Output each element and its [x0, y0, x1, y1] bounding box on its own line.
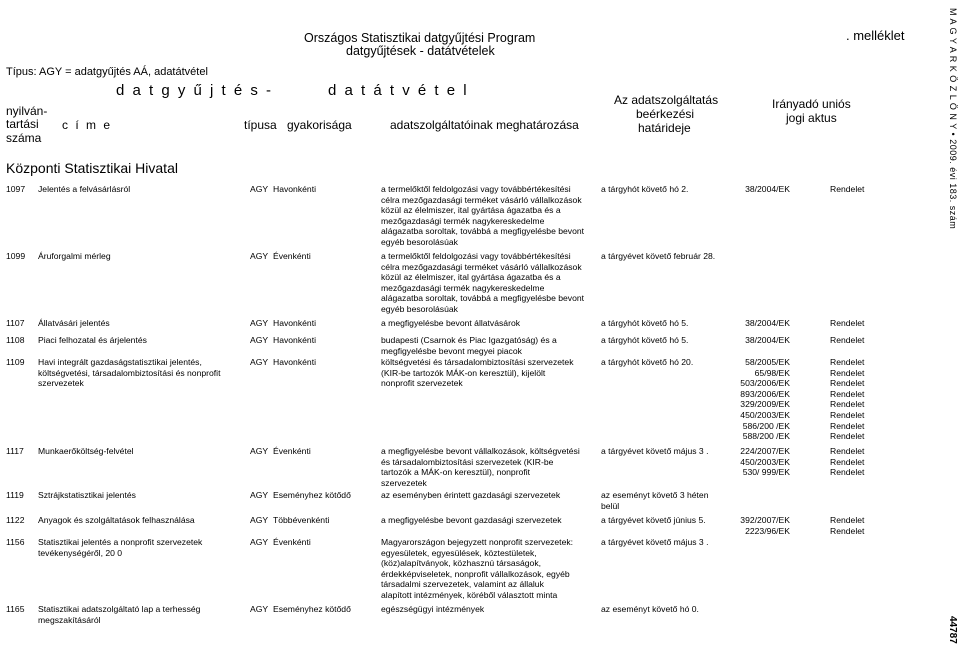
row-number: 1117: [6, 446, 24, 456]
row-regulation-type-line: Rendelet: [830, 525, 865, 536]
row-regulation-type-line: Rendelet: [830, 318, 865, 328]
row-regulation-type: [830, 184, 864, 195]
row-title-line: Jelentés a felvásárlásról: [38, 184, 131, 194]
row-providers-line: a megfigyelésbe bevont gazdasági szervezetek: [381, 515, 562, 525]
row-frequency: Többévenkénti: [273, 515, 330, 525]
row-providers-line: alapított intézmények, köréből választott minta: [381, 589, 558, 600]
row-title-line: Havi integrált gazdaságstatisztikai jelentés,: [38, 357, 202, 367]
row-frequency: Havonkénti: [273, 335, 316, 345]
row-deadline-line: az eseményt követő 3 héten: [601, 490, 709, 500]
row-providers-line: tartozók a MÁK-on keresztül), nonprofit: [381, 467, 531, 478]
row-regulation-type-line: Rendelet: [830, 456, 865, 467]
row-providers-line: budapesti (Csarnok és Piac Igazgatóság) és a: [381, 335, 557, 345]
row-legal-act-line: 38/2004/EK: [745, 335, 790, 345]
row-frequency: Évenkénti: [273, 537, 311, 547]
row-number: 1109: [6, 357, 25, 367]
program-title-line1: Országos Statisztikai datgyűjtési Program: [304, 31, 536, 45]
row-title: [38, 604, 200, 625]
row-legal-act-line: 450/2003/EK: [740, 456, 790, 467]
row-providers-line: egyesületek, egyesülések, köztestületek,: [381, 547, 537, 558]
row-legal-act-line: 329/2009/EK: [740, 399, 790, 410]
row-title: [38, 184, 130, 195]
row-providers-line: célra mezőgazdasági terméket vásárló vállalkozások: [381, 194, 582, 205]
row-title: [38, 515, 195, 526]
row-deadline: [601, 251, 715, 262]
annex-label: . melléklet: [846, 28, 905, 43]
row-title-line: költségvetési, társadalombiztosítási és nonprofit: [38, 367, 221, 378]
row-providers-line: (köz)alapítványok, közhasznú társaságok,: [381, 558, 542, 569]
row-regulation-type-line: Rendelet: [830, 335, 865, 345]
row-deadline: [601, 446, 708, 457]
row-title-line: Statisztikai adatszolgáltató lap a terhesség: [38, 604, 201, 614]
col-header-jogi-1: Irányadó uniós: [772, 97, 851, 111]
row-title-line: szervezetek: [38, 378, 84, 389]
row-providers-line: megfigyelésbe bevont megyei piacok: [381, 345, 522, 356]
row-number: 1165: [6, 604, 25, 614]
row-deadline: [601, 490, 709, 511]
row-legal-act: [728, 335, 790, 346]
row-providers: [381, 318, 520, 329]
row-providers-line: a termelőktől feldolgozási vagy továbbértékesítési: [381, 251, 571, 261]
row-legal-act: [728, 357, 790, 442]
row-title: [38, 357, 220, 389]
row-regulation-type-line: Rendelet: [830, 409, 865, 420]
row-providers-line: és társadalombiztosítási szervezetek (KIR-be: [381, 456, 554, 467]
row-type: AGY: [250, 446, 269, 456]
row-providers-line: nonprofit szervezetek: [381, 378, 463, 389]
row-legal-act-line: 2223/96/EK: [745, 525, 790, 536]
row-regulation-type: [830, 515, 864, 536]
spaced-title-right: d a t á t v é t e l: [328, 82, 469, 99]
row-title: [38, 251, 111, 262]
row-providers: [381, 446, 580, 488]
row-legal-act-line: 588/200 /EK: [742, 431, 790, 442]
row-type: AGY: [250, 490, 269, 500]
row-providers-line: az eseményben érintett gazdasági szervezetek: [381, 490, 561, 500]
agency-name: Központi Statisztikai Hivatal: [6, 160, 178, 176]
row-title: [38, 537, 202, 558]
row-providers-line: célra mezőgazdasági terméket vásárló vállalkozások: [381, 261, 582, 272]
row-type: AGY: [250, 515, 269, 525]
row-providers-line: egyéb besorolásúak: [381, 303, 458, 314]
row-providers: [381, 184, 584, 248]
row-title-line: Piaci felhozatal és árjelentés: [38, 335, 147, 345]
row-deadline-line: a tárgyévet követő június 5.: [601, 515, 706, 525]
row-deadline-line: belül: [601, 500, 620, 511]
row-providers-line: alágazatba soroltak, továbbá a megfigyelésbe bevont: [381, 226, 585, 237]
row-regulation-type-line: Rendelet: [830, 446, 865, 456]
row-providers-line: társadalmi szervezetek, valamint az állaluk: [381, 579, 544, 590]
row-frequency: Havonkénti: [273, 184, 316, 194]
row-type: AGY: [250, 604, 269, 614]
row-frequency: Havonkénti: [273, 357, 316, 367]
row-type: AGY: [250, 335, 269, 345]
row-providers: [381, 537, 573, 601]
row-providers-line: szervezetek: [381, 477, 427, 488]
row-legal-act-line: 392/2007/EK: [740, 515, 790, 525]
row-regulation-type-line: Rendelet: [830, 399, 865, 410]
row-legal-act: [728, 318, 790, 329]
row-deadline: [601, 335, 688, 346]
row-frequency: Eseményhez kötődő: [273, 490, 351, 500]
row-legal-act-line: 530/ 999/EK: [742, 467, 790, 478]
row-providers-line: érdekképviseletek, nonprofit vállalkozások, egyéb: [381, 568, 570, 579]
row-title: [38, 490, 136, 501]
row-legal-act: [728, 446, 790, 478]
row-providers: [381, 490, 560, 501]
row-number: 1119: [6, 490, 24, 500]
row-regulation-type-line: Rendelet: [830, 515, 865, 525]
row-legal-act-line: 38/2004/EK: [745, 184, 790, 194]
row-providers-line: a termelőktől feldolgozási vagy továbbértékesítési: [381, 184, 571, 194]
col-header-hatarido-2: beérkezési: [636, 107, 695, 121]
row-legal-act-line: 586/200 /EK: [742, 420, 790, 431]
col-header-hatarido-3: határideje: [638, 121, 691, 135]
row-providers: [381, 251, 584, 315]
row-title-line: Állatvásári jelentés: [38, 318, 110, 328]
row-title: [38, 446, 134, 457]
col-header-tipusa: típusa: [244, 118, 277, 132]
row-legal-act-line: 450/2003/EK: [740, 409, 790, 420]
row-legal-act-line: 893/2006/EK: [740, 388, 790, 399]
row-frequency: Évenkénti: [273, 446, 311, 456]
row-frequency: Eseményhez kötődő: [273, 604, 351, 614]
row-providers-line: mezőgazdasági termék nagykereskedelme: [381, 282, 545, 293]
row-providers-line: egészségügyi intézmények: [381, 604, 485, 614]
row-deadline-line: a tárgyévet követő május 3 .: [601, 446, 709, 456]
row-legal-act-line: 224/2007/EK: [740, 446, 790, 456]
row-legal-act-line: 65/98/EK: [754, 367, 790, 378]
row-providers-line: közül az élelmiszer, ital gyártása ágazatba és a: [381, 272, 561, 283]
row-title: [38, 335, 147, 346]
row-deadline-line: az eseményt követő hó 0.: [601, 604, 699, 614]
row-regulation-type-line: Rendelet: [830, 431, 865, 442]
row-deadline: [601, 515, 706, 526]
col-header-jogi-2: jogi aktus: [786, 111, 837, 125]
row-deadline: [601, 357, 693, 368]
col-header-cim: c í m e: [62, 118, 113, 132]
row-number: 1099: [6, 251, 26, 261]
row-providers-line: a megfigyelésbe bevont állatvásárok: [381, 318, 521, 328]
row-title-line: Áruforgalmi mérleg: [38, 251, 111, 261]
row-regulation-type-line: Rendelet: [830, 357, 865, 367]
col-header-nyilv-3: száma: [6, 131, 42, 145]
spaced-title-left: d a t g y ű j t é s -: [116, 82, 274, 99]
side-running-head: M A G Y A R K Ö Z L Ö N Y • 2009. évi 183. szám: [948, 8, 958, 230]
row-number: 1108: [6, 335, 25, 345]
row-deadline-line: a tárgyhót követő hó 5.: [601, 318, 689, 328]
row-type: AGY: [250, 251, 269, 261]
row-legal-act: [728, 515, 790, 536]
row-providers-line: költségvetési és társadalombiztosítási szervezetek: [381, 357, 574, 367]
row-regulation-type-line: Rendelet: [830, 378, 865, 389]
row-frequency: Évenkénti: [273, 251, 311, 261]
row-regulation-type-line: Rendelet: [830, 184, 865, 194]
row-deadline-line: a tárgyhót követő hó 5.: [601, 335, 689, 345]
page-number: 44787: [947, 616, 958, 644]
row-deadline: [601, 537, 708, 548]
row-regulation-type-line: Rendelet: [830, 420, 865, 431]
row-deadline: [601, 604, 699, 615]
row-legal-act: [728, 184, 790, 195]
row-regulation-type-line: Rendelet: [830, 467, 865, 478]
row-deadline-line: a tárgyévet követő május 3 .: [601, 537, 709, 547]
row-regulation-type: [830, 318, 864, 329]
row-providers: [381, 515, 562, 526]
row-legal-act-line: 38/2004/EK: [745, 318, 790, 328]
types-legend: Típus: AGY = adatgyűjtés AÁ, adatátvétel: [6, 66, 208, 78]
row-title-line: megszakításáról: [38, 614, 101, 625]
row-deadline-line: a tárgyhót követő hó 2.: [601, 184, 689, 194]
row-regulation-type: [830, 357, 864, 442]
row-legal-act-line: 58/2005/EK: [745, 357, 790, 367]
row-regulation-type: [830, 446, 864, 478]
row-type: AGY: [250, 357, 269, 367]
row-number: 1122: [6, 515, 25, 525]
row-regulation-type-line: Rendelet: [830, 367, 865, 378]
col-header-nyilv-1: nyilván-: [6, 104, 48, 118]
row-frequency: Havonkénti: [273, 318, 316, 328]
row-providers: [381, 357, 574, 389]
col-header-gyakorisaga: gyakorisága: [287, 118, 352, 132]
row-number: 1156: [6, 537, 25, 547]
row-providers-line: Magyarországon bejegyzett nonprofit szervezetek:: [381, 537, 574, 547]
row-title-line: Munkaerőköltség-felvétel: [38, 446, 134, 456]
row-deadline: [601, 318, 688, 329]
row-type: AGY: [250, 318, 269, 328]
row-deadline: [601, 184, 688, 195]
col-header-hatarido-1: Az adatszolgáltatás: [614, 93, 719, 107]
row-title-line: Statisztikai jelentés a nonprofit szervezetek: [38, 537, 203, 547]
row-type: AGY: [250, 537, 269, 547]
row-title: [38, 318, 110, 329]
row-providers-line: (KIR-be tartozók MÁK-on keresztül), kijelölt: [381, 367, 546, 378]
row-type: AGY: [250, 184, 269, 194]
row-providers-line: alágazatba soroltak, továbbá a megfigyelésbe bevont: [381, 293, 585, 304]
row-title-line: Sztrájkstatisztikai jelentés: [38, 490, 136, 500]
row-providers: [381, 335, 557, 356]
row-title-line: Anyagok és szolgáltatások felhasználása: [38, 515, 195, 525]
row-title-line: tevékenységéről, 20 0: [38, 547, 123, 558]
row-legal-act-line: 503/2006/EK: [740, 378, 790, 389]
col-header-nyilv-2: tartási: [6, 117, 39, 131]
row-providers: [381, 604, 484, 615]
row-number: 1107: [6, 318, 25, 328]
col-header-adatszolg: adatszolgáltatóinak meghatározása: [390, 118, 579, 132]
row-providers-line: a megfigyelésbe bevont vállalkozások, költségvetési: [381, 446, 580, 456]
row-deadline-line: a tárgyhót követő hó 20.: [601, 357, 694, 367]
row-regulation-type-line: Rendelet: [830, 388, 865, 399]
row-number: 1097: [6, 184, 26, 194]
row-providers-line: mezőgazdasági termék nagykereskedelme: [381, 215, 545, 226]
program-title-line2: datgyűjtések - datátvételek: [346, 44, 495, 58]
row-regulation-type: [830, 335, 864, 346]
row-deadline-line: a tárgyévet követő február 28.: [601, 251, 716, 261]
row-providers-line: közül az élelmiszer, ital gyártása ágazatba és a: [381, 205, 561, 216]
row-providers-line: egyéb besorolásúak: [381, 236, 458, 247]
